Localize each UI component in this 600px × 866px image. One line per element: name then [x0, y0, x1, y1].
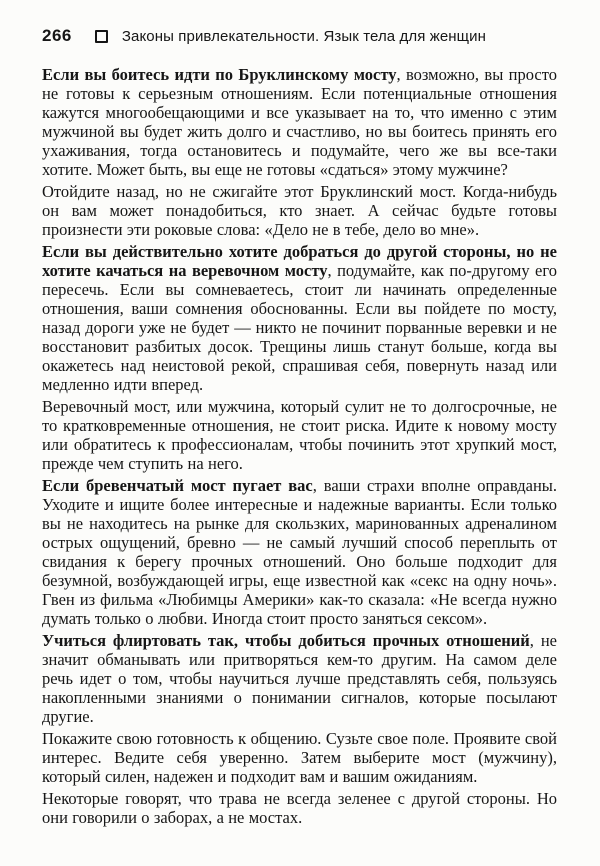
paragraph-lead: Если бревенчатый мост пугает вас — [42, 476, 313, 495]
paragraph — [42, 729, 557, 786]
paragraph-lead: Если вы боитесь идти по Бруклинскому мосту — [42, 65, 397, 84]
running-header — [42, 26, 557, 46]
paragraph-text: , ваши страхи вполне оправданы. Уходите и ищите более интересные и надежные варианты. Если только вы не находитесь на рынке для скользких, маринованных адреналином острых ощущений, бревно — не самый лучший способ переплыть от свидания к берегу прочных отношений. Оно больше подходит для безумной, возбуждающей игры, еще известной как «секс на одну ночь». Гвен из фильма «Любимцы Америки» как-то сказала: «Не всегда нужно думать только о любви. Иногда стоит просто заняться сексом». — [42, 476, 557, 628]
body-text — [42, 65, 557, 827]
paragraph-text: Некоторые говорят, что трава не всегда зеленее с другой стороны. Но они говорили о заборах, а не мостах. — [42, 789, 557, 827]
paragraph-text: , подумайте, как по-другому его пересечь. Если вы сомневаетесь, стоит ли начинать определенные отношения, ваши сомнения обоснованны. Если вы пойдете по мосту, назад дороги уже не будет — никто не починит порванные веревки и не восстановит разбитых досок. Трещины лишь станут больше, когда вы окажетесь над неистовой рекой, спрашивая себя, повернуть назад или медленно идти вперед. — [42, 261, 557, 394]
square-bullet-icon — [95, 30, 108, 43]
paragraph — [42, 242, 557, 394]
paragraph-text: , не значит обманывать или притворяться кем-то другим. На самом деле речь идет о том, чтобы научиться лучше представлять себя, пользуясь накопленными знаниями о понимании сигналов, которые посылают другие. — [42, 631, 557, 726]
page-number: 266 — [42, 26, 72, 45]
paragraph-text: Отойдите назад, но не сжигайте этот Бруклинский мост. Когда-нибудь он вам может понадобиться, кто знает. А сейчас будьте готовы произнести эти роковые слова: «Дело не в тебе, дело во мне». — [42, 182, 557, 239]
paragraph-lead: Если вы действительно хотите добраться до другой стороны, но не хотите качаться на веревочном мосту — [42, 242, 557, 280]
running-title: Законы привлекательности. Язык тела для женщин — [121, 27, 486, 45]
paragraph — [42, 631, 557, 726]
paragraph-text: Покажите свою готовность к общению. Сузьте свое поле. Проявите свой интерес. Ведите себя уверенно. Затем выберите мост (мужчину), который силен, надежен и подходит вам и вашим ожиданиям. — [42, 729, 557, 786]
paragraph — [42, 182, 557, 239]
paragraph-text: Веревочный мост, или мужчина, который сулит не то долгосрочные, не то кратковременные отношения, не стоит риска. Идите к новому мосту или обратитесь к профессионалам, чтобы починить этот хрупкий мост, прежде чем ступить на него. — [42, 397, 557, 473]
paragraph-text: , возможно, вы просто не готовы к серьезным отношениям. Если потенциальные отношения кажутся многообещающими и все указывает на то, что именно с этим мужчиной вы будет жить долго и счастливо, но вы боитесь принять его ухаживания, тогда остановитесь и подумайте, чего же вы все-таки хотите. Может быть, вы еще не готовы «сдаться» этому мужчине? — [42, 65, 557, 179]
paragraph — [42, 476, 557, 628]
paragraph — [42, 65, 557, 179]
paragraph — [42, 397, 557, 473]
paragraph-lead: Учиться флиртовать так, чтобы добиться прочных отношений — [42, 631, 530, 650]
paragraph — [42, 789, 557, 827]
